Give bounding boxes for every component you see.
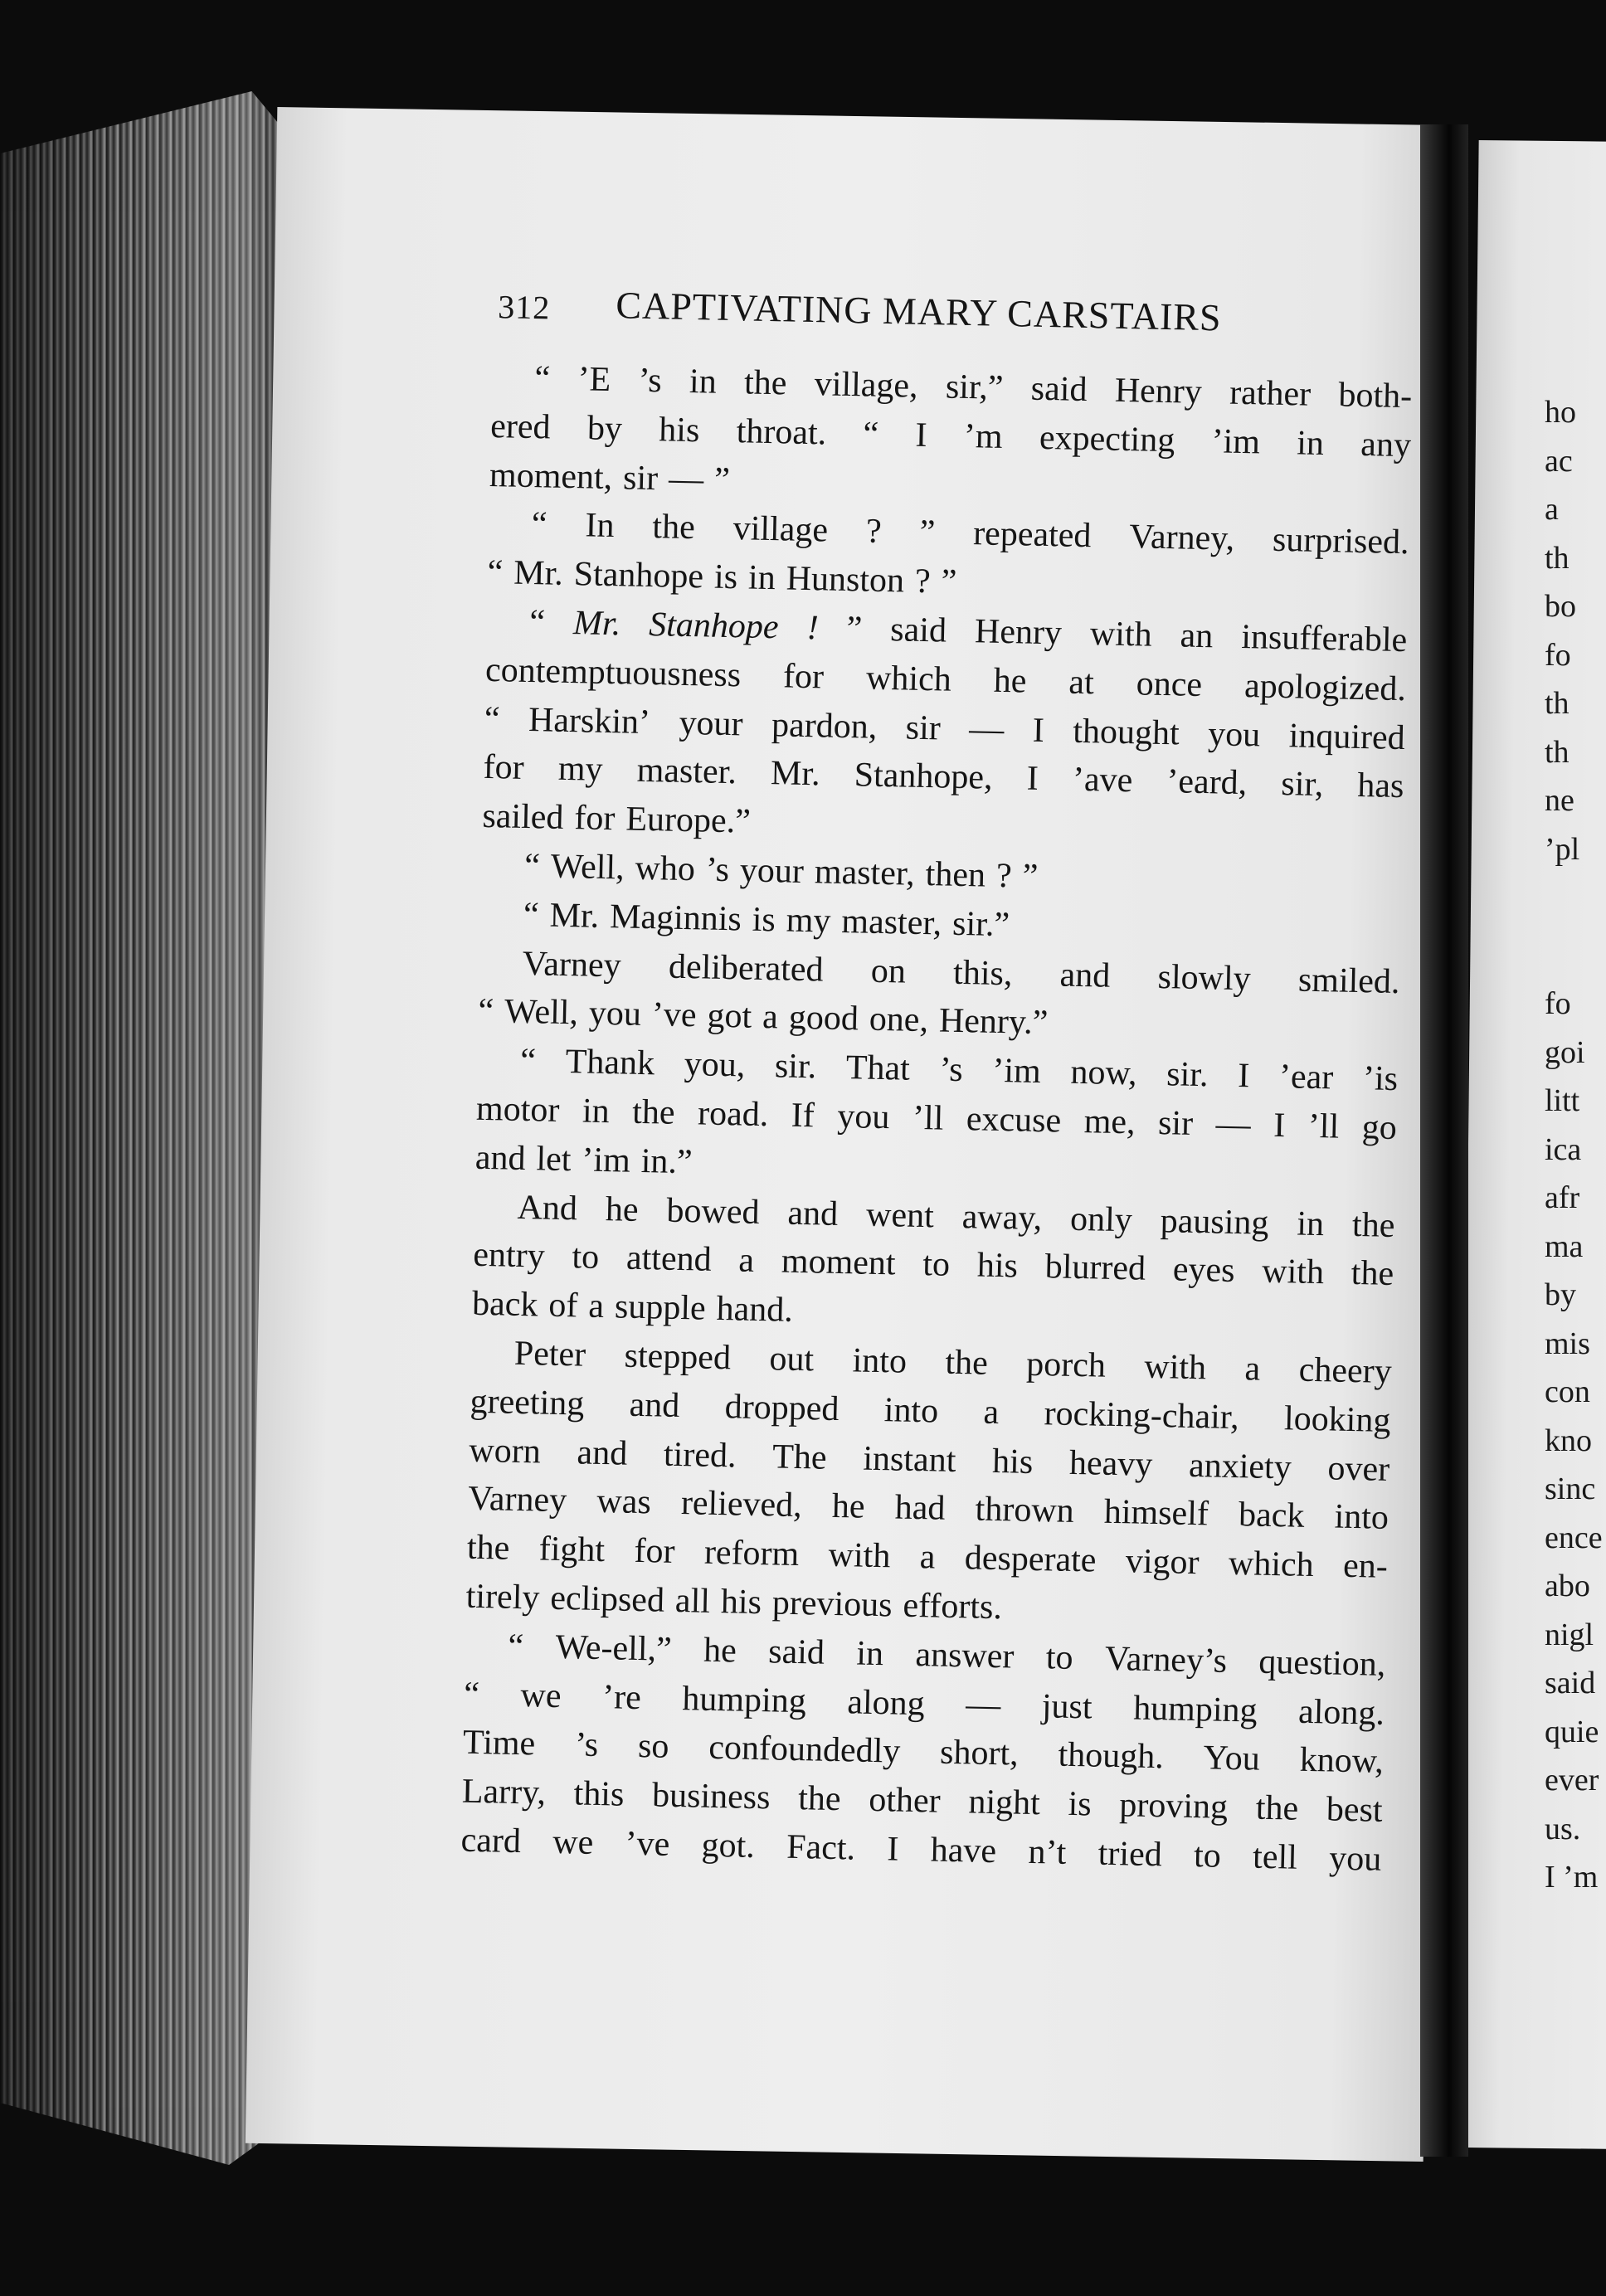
text-line: “ ’E ’s in the village, sir,” said Henry rather both-	[534, 359, 1413, 416]
text-column	[460, 280, 1414, 1885]
text-line: greeting and dropped into a rocking-chair, looking	[470, 1382, 1391, 1440]
text-line: Varney was relieved, he had thrown himself back into	[467, 1480, 1389, 1538]
text-line: for my master. Mr. Stanhope, I ’ave ’eard, sir, has	[483, 748, 1404, 806]
text-line: “ In the village ? ” repeated Varney, surprised.	[531, 505, 1409, 562]
facing-page-fragment: ma	[1545, 1228, 1584, 1264]
text-line: “ We-ell,” he said in answer to Varney’s question,	[508, 1627, 1386, 1684]
gutter-shadow	[1420, 124, 1468, 2157]
text-line: “ we ’re humping along — just humping along.	[463, 1675, 1385, 1733]
facing-page-fragment: kno	[1545, 1423, 1592, 1458]
running-title: CAPTIVATING MARY CARSTAIRS	[615, 284, 1223, 339]
facing-page-fragment: ever	[1545, 1763, 1599, 1797]
text-line: “ Mr. Stanhope ! ” said Henry with an insufferable	[528, 602, 1408, 660]
text-line: entry to attend a moment to his blurred eyes with the	[472, 1236, 1394, 1294]
text-line: “ Thank you, sir. That ’s ’im now, sir. I ’ear ’is	[519, 1042, 1399, 1099]
facing-page-fragment: quie	[1545, 1714, 1599, 1749]
facing-page-fragment: us.	[1545, 1811, 1581, 1846]
facing-page-fragment: ica	[1545, 1131, 1582, 1167]
facing-page-fragment: con	[1545, 1374, 1590, 1409]
facing-page-fragment: abo	[1545, 1569, 1590, 1603]
facing-page-fragment: goi	[1545, 1034, 1585, 1070]
facing-page-fragment: fo	[1545, 986, 1571, 1021]
facing-page-fragment: nigl	[1545, 1617, 1594, 1652]
facing-page-fragment: ence	[1545, 1520, 1603, 1555]
facing-page-fragment: sinc	[1545, 1471, 1596, 1506]
facing-page-fragment: litt	[1545, 1083, 1580, 1118]
text-line: the fight for reform with a desperate vigor which en-	[466, 1528, 1389, 1587]
facing-page-fragment: ho	[1545, 395, 1576, 430]
book-page-edges	[0, 91, 286, 2165]
text-line: moment, sir — ”	[489, 455, 731, 499]
facing-page-fragment: ac	[1545, 443, 1573, 479]
text-line: Peter stepped out into the porch with a cheery	[513, 1334, 1393, 1391]
text-line: “ Well, you ’ve got a good one, Henry.”	[478, 992, 1049, 1043]
facing-page-fragment: afr	[1545, 1180, 1580, 1215]
text-line: Larry, this business the other night is proving the best	[461, 1772, 1384, 1830]
body-text	[460, 353, 1413, 1885]
page-number: 312	[497, 288, 551, 327]
facing-page-fragment: a	[1545, 492, 1559, 527]
facing-page-fragment: bo	[1545, 589, 1576, 624]
text-line: “ Mr. Stanhope is in Hunston ? ”	[487, 553, 957, 601]
facing-page-fragment: said	[1545, 1666, 1596, 1700]
text-line: ered by his throat. “ I ’m expecting ’im in any	[489, 406, 1412, 465]
text-line: And he bowed and went away, only pausing in the	[517, 1188, 1395, 1245]
facing-page-fragment: fo	[1545, 637, 1571, 673]
facing-page-fragment: th	[1545, 734, 1570, 770]
text-line: back of a supple hand.	[471, 1284, 794, 1330]
text-line: “ Harskin’ your pardon, sir — I thought you inquired	[484, 699, 1406, 757]
text-line: worn and tired. The instant his heavy anxiety over	[468, 1431, 1390, 1489]
text-line: tirely eclipsed all his previous efforts.	[465, 1577, 1003, 1627]
facing-page-fragment: ’pl	[1545, 831, 1580, 867]
text-line: Varney deliberated on this, and slowly smiled.	[522, 944, 1400, 1001]
text-line: “ Mr. Maginnis is my master, sir.”	[523, 895, 1010, 944]
paragraph-gap	[1545, 873, 1603, 980]
facing-page-fragment: by	[1545, 1277, 1576, 1312]
facing-page-fragment: th	[1545, 686, 1570, 721]
text-line: “ Well, who ’s your master, then ? ”	[523, 846, 1039, 896]
text-line: card we ’ve got. Fact. I have n’t tried to tell you	[460, 1821, 1382, 1879]
text-line: motor in the road. If you ’ll excuse me, sir — I ’ll go	[475, 1089, 1398, 1147]
text-line: contemptuousness for which he at once apologized.	[484, 650, 1407, 708]
text-line: and let ’im in.”	[474, 1138, 694, 1181]
facing-page-fragment: ne	[1545, 783, 1574, 818]
facing-page-fragment: th	[1545, 540, 1570, 576]
text-line: Time ’s so confoundedly short, though. You know,	[462, 1723, 1385, 1782]
facing-page-fragment: I ’m	[1545, 1860, 1599, 1895]
facing-page-fragment: mis	[1545, 1326, 1590, 1361]
text-line: sailed for Europe.”	[481, 797, 752, 841]
facing-page-text-fragments	[1545, 388, 1603, 1902]
